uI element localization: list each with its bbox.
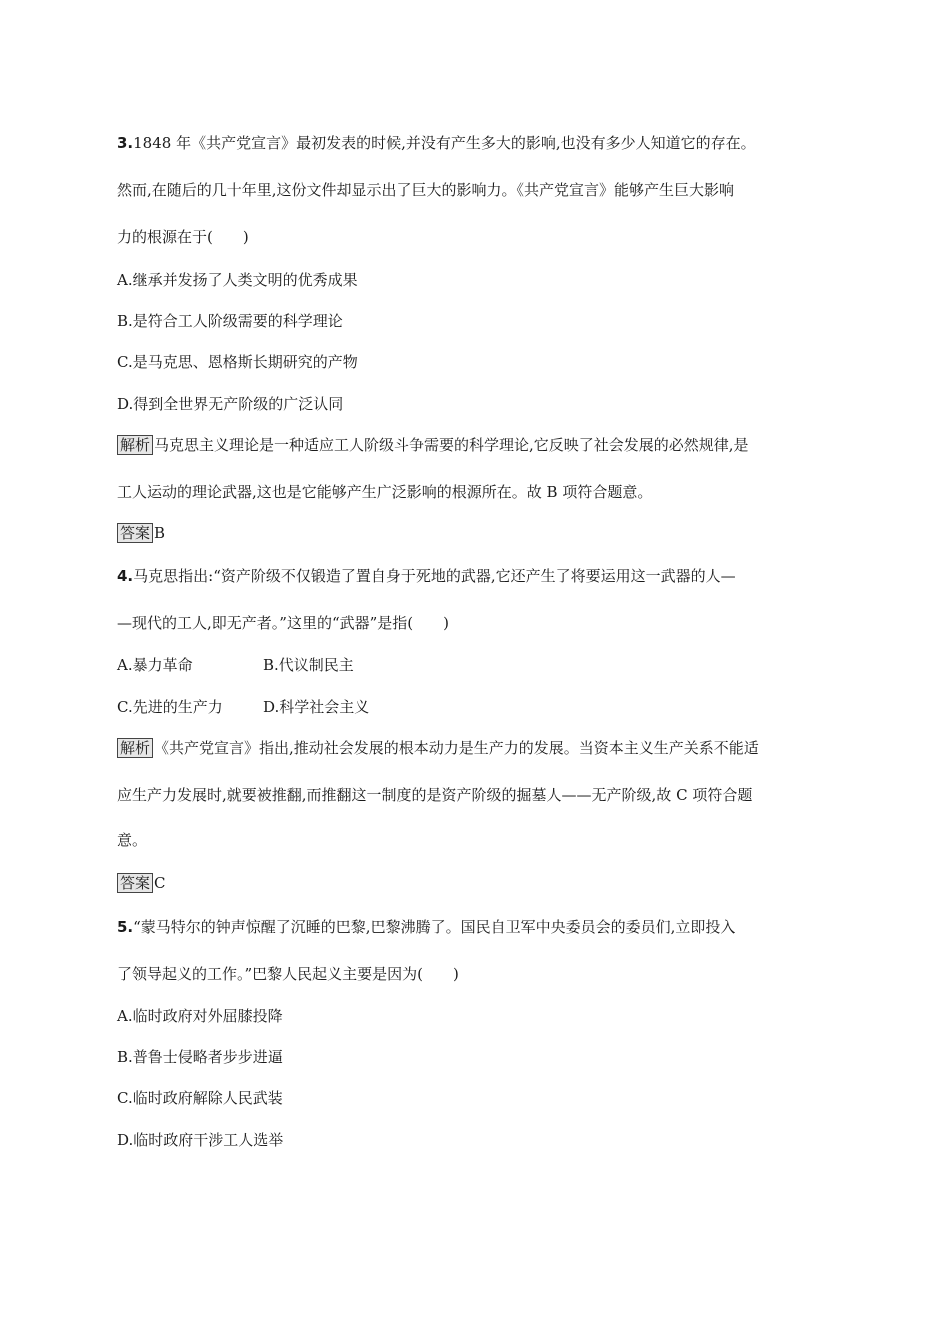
answer-value: B [154, 524, 166, 542]
answer-label: 答案 [117, 523, 153, 543]
question-4-line-2: —现代的工人,即无产者。”这里的“武器”是指( ) [117, 614, 449, 632]
question-3-answer [117, 523, 165, 543]
analysis-label: 解析 [117, 738, 153, 758]
question-3-number: 3. [117, 134, 134, 152]
question-4-analysis-line-1 [117, 738, 759, 758]
analysis-text: 《共产党宣言》指出,推动社会发展的根本动力是生产力的发展。当资本主义生产关系不能适 [154, 739, 759, 757]
question-3-option-a: A.继承并发扬了人类文明的优秀成果 [117, 271, 358, 289]
question-5-text: “蒙马特尔的钟声惊醒了沉睡的巴黎,巴黎沸腾了。国民自卫军中央委员会的委员们,立即投入 [133, 918, 736, 936]
question-4-option-d: D.科学社会主义 [263, 698, 370, 716]
question-4-number: 4. [117, 567, 134, 585]
question-4-option-a: A.暴力革命 [117, 656, 193, 674]
question-3-option-c: C.是马克思、恩格斯长期研究的产物 [117, 353, 358, 371]
question-3-analysis-line-1 [117, 435, 749, 455]
question-4-option-c: C.先进的生产力 [117, 698, 223, 716]
question-3-line-2: 然而,在随后的几十年里,这份文件却显示出了巨大的影响力。《共产党宣言》能够产生巨大影响 [117, 181, 735, 199]
question-3-analysis-line-2: 工人运动的理论武器,这也是它能够产生广泛影响的根源所在。故 B 项符合题意。 [117, 483, 653, 501]
question-5-line-1 [117, 917, 735, 937]
analysis-label: 解析 [117, 435, 153, 455]
question-3-option-b: B.是符合工人阶级需要的科学理论 [117, 312, 343, 330]
answer-value: C [154, 874, 166, 892]
question-4-analysis-line-3: 意。 [117, 831, 148, 849]
question-4-answer [117, 873, 166, 893]
question-4-analysis-line-2: 应生产力发展时,就要被推翻,而推翻这一制度的是资产阶级的掘墓人——无产阶级,故 C 项符合题 [117, 786, 753, 804]
question-5-number: 5. [117, 918, 134, 936]
question-5-option-c: C.临时政府解除人民武装 [117, 1089, 283, 1107]
question-3-option-d: D.得到全世界无产阶级的广泛认同 [117, 395, 344, 413]
question-4-option-b: B.代议制民主 [263, 656, 354, 674]
analysis-text: 马克思主义理论是一种适应工人阶级斗争需要的科学理论,它反映了社会发展的必然规律,是 [154, 436, 749, 454]
question-3-line-3: 力的根源在于( ) [117, 228, 249, 246]
question-5-line-2: 了领导起义的工作。”巴黎人民起义主要是因为( ) [117, 965, 459, 983]
question-5-option-d: D.临时政府干涉工人选举 [117, 1131, 284, 1149]
question-4-line-1 [117, 566, 736, 586]
question-3-line-1 [117, 133, 756, 153]
question-5-option-a: A.临时政府对外屈膝投降 [117, 1007, 283, 1025]
question-5-option-b: B.普鲁士侵略者步步进逼 [117, 1048, 283, 1066]
question-4-text: 马克思指出:“资产阶级不仅锻造了置自身于死地的武器,它还产生了将要运用这一武器的人— [133, 567, 736, 585]
answer-label: 答案 [117, 873, 153, 893]
question-3-text: 1848 年《共产党宣言》最初发表的时候,并没有产生多大的影响,也没有多少人知道它的存在。 [133, 134, 756, 152]
